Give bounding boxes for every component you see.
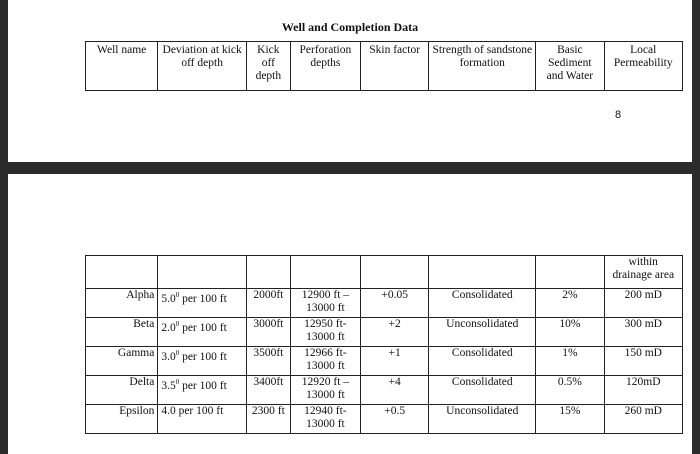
bsw-cell: 15% bbox=[536, 405, 604, 434]
document-page-top bbox=[8, 0, 692, 162]
permeability-cell: 150 mD bbox=[604, 347, 683, 376]
table-row bbox=[86, 256, 683, 289]
skin-cell: +0.05 bbox=[361, 289, 429, 318]
skin-cell: +0.5 bbox=[361, 405, 429, 434]
table-row bbox=[86, 376, 683, 405]
well-name-cell: Delta bbox=[86, 376, 158, 405]
skin-cell: +1 bbox=[361, 347, 429, 376]
permeability-cell: 200 mD bbox=[604, 289, 683, 318]
bsw-cell: 0.5% bbox=[536, 376, 604, 405]
header-bsw: Basic Sediment and Water bbox=[536, 42, 604, 91]
strength-cell: Consolidated bbox=[429, 347, 536, 376]
deviation-cell: $3.5^0$ per 100 ft bbox=[158, 376, 247, 405]
header-row bbox=[86, 42, 683, 91]
header-deviation: Deviation at kick off depth bbox=[158, 42, 247, 91]
strength-cell: Consolidated bbox=[429, 289, 536, 318]
well-name-cell: Gamma bbox=[86, 347, 158, 376]
kick-off-cell: 3400ft bbox=[246, 376, 290, 405]
header-skin-factor: Skin factor bbox=[361, 42, 429, 91]
header-kick-off-depth: Kick off depth bbox=[246, 42, 290, 91]
skin-cell: +2 bbox=[361, 318, 429, 347]
bsw-cell: 1% bbox=[536, 347, 604, 376]
permeability-cell: 260 mD bbox=[604, 405, 683, 434]
table-row bbox=[86, 405, 683, 434]
strength-cell: Unconsolidated bbox=[429, 318, 536, 347]
header-table bbox=[85, 41, 683, 91]
kick-off-cell: 2300 ft bbox=[246, 405, 290, 434]
skin-cell: +4 bbox=[361, 376, 429, 405]
header-permeability: Local Permeability bbox=[604, 42, 683, 91]
kick-off-cell: 2000ft bbox=[246, 289, 290, 318]
deviation-cell: 4.0 per 100 ft bbox=[158, 405, 247, 434]
data-table bbox=[85, 255, 683, 434]
kick-off-cell: 3000ft bbox=[246, 318, 290, 347]
well-name-cell: Epsilon bbox=[86, 405, 158, 434]
kick-off-cell: 3500ft bbox=[246, 347, 290, 376]
perforation-cell: 12900 ft – 13000 ft bbox=[290, 289, 360, 318]
deviation-cell: $3.0^0$ per 100 ft bbox=[158, 347, 247, 376]
table-row bbox=[86, 289, 683, 318]
deviation-cell: $2.0^0$ per 100 ft bbox=[158, 318, 247, 347]
bsw-cell: 2% bbox=[536, 289, 604, 318]
perforation-cell: 12940 ft- 13000 ft bbox=[290, 405, 360, 434]
header-well-name: Well name bbox=[86, 42, 158, 91]
perforation-cell: 12950 ft- 13000 ft bbox=[290, 318, 360, 347]
page-number: 8 bbox=[615, 109, 622, 121]
permeability-cell: 120mD bbox=[604, 376, 683, 405]
strength-cell: Unconsolidated bbox=[429, 405, 536, 434]
table-row bbox=[86, 318, 683, 347]
permeability-cell: 300 mD bbox=[604, 318, 683, 347]
table-title: Well and Completion Data bbox=[281, 20, 419, 34]
table-row bbox=[86, 347, 683, 376]
header-strength: Strength of sandstone formation bbox=[429, 42, 536, 91]
perforation-cell: 12920 ft – 13000 ft bbox=[290, 376, 360, 405]
header-perforation-depths: Perforation depths bbox=[290, 42, 360, 91]
strength-cell: Consolidated bbox=[429, 376, 536, 405]
well-name-cell: Alpha bbox=[86, 289, 158, 318]
document-page-bottom bbox=[8, 174, 692, 454]
deviation-cell: $5.0^0$ per 100 ft bbox=[158, 289, 247, 318]
bsw-cell: 10% bbox=[536, 318, 604, 347]
well-name-cell: Beta bbox=[86, 318, 158, 347]
perforation-cell: 12966 ft- 13000 ft bbox=[290, 347, 360, 376]
permeability-note: within drainage area bbox=[604, 256, 683, 289]
